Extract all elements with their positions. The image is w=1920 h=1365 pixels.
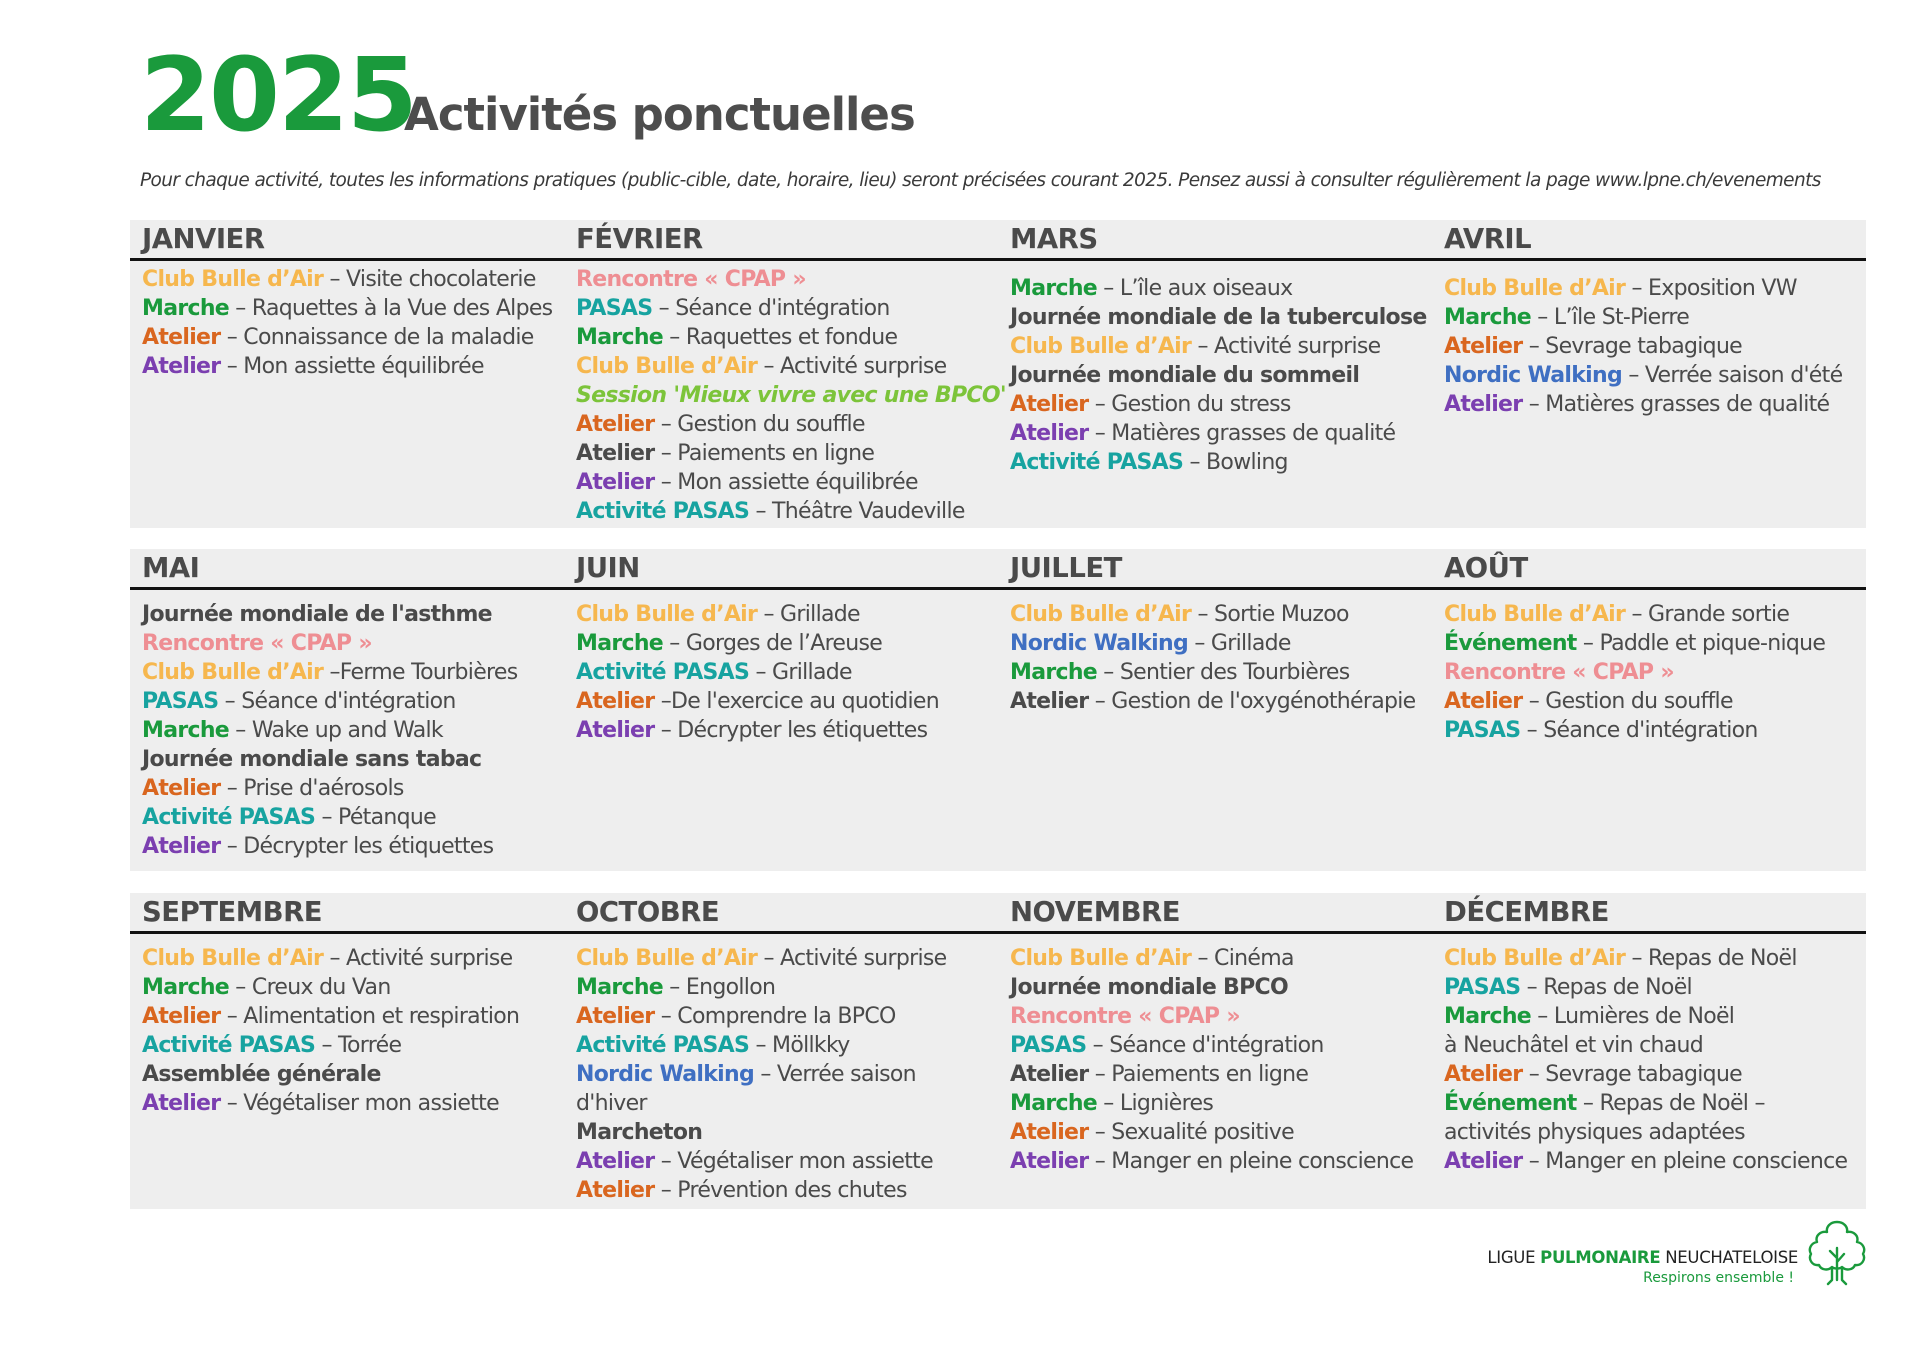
activity-detail: – Wake up and Walk [229,718,443,743]
activity-type: Nordic Walking [1010,631,1189,656]
activity-detail: – Séance d'intégration [1520,718,1758,743]
activity-type: Nordic Walking [1444,363,1623,388]
activity-item [1444,390,1866,419]
activity-detail: – Sevrage tabagique [1522,334,1743,359]
activity-type: Atelier [142,354,221,379]
activity-type: Marche [1444,305,1532,330]
activity-type: PASAS [142,689,219,714]
activity-type: Journée mondiale du sommeil [1010,363,1360,388]
activity-type: Journée mondiale de l'asthme [142,602,492,627]
activity-item [1444,1002,1866,1031]
quarter-block-2 [130,549,1866,871]
activity-detail: – Sexualité positive [1088,1120,1294,1145]
activity-detail: –Ferme Tourbières [323,660,518,685]
activity-detail: – Sevrage tabagique [1522,1062,1743,1087]
activity-detail: – Gestion de l'oxygénothérapie [1088,689,1416,714]
activity-type: Marche [1444,1004,1532,1029]
activity-detail: – Torrée [315,1033,402,1058]
activity-type: PASAS [576,296,653,321]
month-title: DÉCEMBRE [1444,896,1609,928]
activity-type: Atelier [576,470,655,495]
activity-detail: – Matières grasses de qualité [1522,392,1830,417]
activity-detail: activités physiques adaptées [1444,1120,1745,1145]
activity-type: PASAS [1010,1033,1087,1058]
month-title: MAI [142,552,200,584]
activity-item [1444,1089,1866,1118]
activity-detail: – Verrée saison [754,1062,916,1087]
month-title: OCTOBRE [576,896,720,928]
activity-type: Club Bulle d’Air [1010,334,1192,359]
activity-type: Marche [142,975,230,1000]
activity-detail: –De l'exercice au quotidien [654,689,939,714]
activity-type: Atelier [576,1149,655,1174]
activity-type: Atelier [1444,392,1523,417]
activity-item [576,658,998,687]
activity-item [576,381,1006,410]
activity-detail: – Exposition VW [1625,276,1797,301]
activity-detail: – Théâtre Vaudeville [749,499,965,524]
activity-item [576,1147,998,1176]
activity-detail: – Raquettes à la Vue des Alpes [229,296,553,321]
activity-item [142,832,564,861]
activity-detail: – Connaissance de la maladie [220,325,534,350]
month-title: JUIN [576,552,640,584]
activity-type: Marche [1010,276,1098,301]
month-header-row [130,893,1866,934]
activity-detail: – Végétaliser mon assiette [654,1149,933,1174]
month-title: SEPTEMBRE [142,896,323,928]
activity-item [1010,944,1432,973]
month-columns [130,590,1866,861]
activity-type: Activité PASAS [576,1033,750,1058]
activity-type: Atelier [1010,1120,1089,1145]
activity-item [1444,716,1866,745]
activity-item [142,716,564,745]
activity-item [1010,1118,1432,1147]
activity-detail: – Cinéma [1191,946,1294,971]
activity-item [576,497,998,526]
activity-detail: – Grande sortie [1625,602,1790,627]
month-activities [564,600,998,861]
activity-type: Club Bulle d’Air [576,602,758,627]
activity-detail: – Prise d'aérosols [220,776,404,801]
activity-item [576,944,998,973]
activity-type: Club Bulle d’Air [1444,946,1626,971]
activity-item [576,439,998,468]
activity-item [576,352,998,381]
activity-type: Club Bulle d’Air [576,946,758,971]
activity-type: Activité PASAS [576,660,750,685]
activity-type: Atelier [1010,689,1089,714]
activity-item [1010,1031,1432,1060]
activity-detail: – Activité surprise [323,946,513,971]
activity-item [142,1060,564,1089]
activity-type: Atelier [142,1004,221,1029]
activity-detail: – Paddle et pique-nique [1576,631,1826,656]
activity-detail: – Matières grasses de qualité [1088,421,1396,446]
intro-text: Pour chaque activité, toutes les informations pratiques (public-cible, date, horaire, lieu) seront précisées courant 2025. Pensez aussi à consulter régulièrement la page www.lpne.ch/evenements [140,170,1821,191]
lpne-logo [1480,1218,1870,1288]
activity-item [1444,1060,1866,1089]
activity-item [576,1118,998,1147]
activity-item [142,1031,564,1060]
activity-detail: – Gestion du souffle [1522,689,1733,714]
activity-type: Marche [142,718,230,743]
activity-item [142,294,564,323]
activity-item [1010,600,1432,629]
activity-type: Marche [576,631,664,656]
month-title: FÉVRIER [576,223,703,255]
month-activities [1432,944,1866,1205]
activity-item [1010,361,1432,390]
activity-item [576,1031,998,1060]
activity-item [142,1089,564,1118]
activity-detail: – Raquettes et fondue [663,325,898,350]
activity-detail: à Neuchâtel et vin chaud [1444,1033,1704,1058]
month-title: JANVIER [142,223,265,255]
activity-type: Nordic Walking [576,1062,755,1087]
activity-item [142,944,564,973]
activity-item [1010,1060,1432,1089]
activity-detail: – Végétaliser mon assiette [220,1091,499,1116]
activity-type: Rencontre « CPAP » [576,267,806,292]
page-title: Activités ponctuelles [404,88,915,141]
activity-detail: – Décrypter les étiquettes [654,718,928,743]
activity-type: Atelier [142,776,221,801]
activity-type: Club Bulle d’Air [142,267,324,292]
activity-type: Atelier [576,441,655,466]
activity-type: PASAS [1444,718,1521,743]
activity-type: Marche [576,975,664,1000]
activity-type: Événement [1444,1091,1577,1116]
activity-item [142,658,564,687]
activity-detail: – Sentier des Tourbières [1097,660,1350,685]
month-activities [130,265,564,526]
activity-detail: – Grillade [757,602,860,627]
activity-type: Marche [576,325,664,350]
activity-item [576,1176,998,1205]
activity-item [1444,303,1866,332]
activity-item [576,1089,998,1118]
activity-item [1010,1002,1432,1031]
activity-item [142,973,564,1002]
month-activities [1432,600,1866,861]
activity-detail: – Sortie Muzoo [1191,602,1349,627]
activity-type: Atelier [576,689,655,714]
activity-detail: – Creux du Van [229,975,391,1000]
activity-detail: – Paiements en ligne [1088,1062,1309,1087]
activity-detail: – Séance d'intégration [218,689,456,714]
activity-detail: – Prévention des chutes [654,1178,907,1203]
month-columns [130,261,1866,526]
activity-item [576,687,998,716]
activity-detail: – Repas de Noël – [1576,1091,1765,1116]
activity-type: Atelier [142,325,221,350]
activity-detail: – Activité surprise [1191,334,1381,359]
logo-name: LIGUE PULMONAIRE NEUCHATELOISE [1487,1248,1798,1267]
activity-type: Activité PASAS [576,499,750,524]
activity-type: Atelier [1444,1062,1523,1087]
activity-item [1444,629,1866,658]
activity-type: Atelier [1010,392,1089,417]
month-header-row [130,549,1866,590]
activity-item [1444,1118,1866,1147]
activity-item [576,629,998,658]
activity-type: Événement [1444,631,1577,656]
activity-type: Atelier [1010,1062,1089,1087]
activity-item [1010,658,1432,687]
activity-type: Marche [142,296,230,321]
activity-type: Atelier [142,834,221,859]
activity-item [1010,419,1432,448]
activity-detail: – Visite chocolaterie [323,267,536,292]
activity-detail: – Activité surprise [757,354,947,379]
activity-detail: – Activité surprise [757,946,947,971]
activity-detail: – Paiements en ligne [654,441,875,466]
activity-detail: – Möllkky [749,1033,850,1058]
activity-item [1010,332,1432,361]
activity-item [1444,274,1866,303]
activity-type: Club Bulle d’Air [576,354,758,379]
activity-item [1010,973,1432,1002]
month-title: MARS [1010,223,1098,255]
activity-item [576,1060,998,1089]
activity-item [1010,303,1432,332]
activity-type: Journée mondiale sans tabac [142,747,482,772]
activity-detail: – Lumières de Noël [1531,1004,1735,1029]
activity-item [1010,629,1432,658]
activity-item [1444,973,1866,1002]
activity-item [1010,390,1432,419]
activity-type: Club Bulle d’Air [1444,602,1626,627]
tree-icon [1804,1218,1870,1286]
month-activities [1432,265,1866,526]
activity-item [1444,658,1866,687]
activity-type: Journée mondiale de la tuberculose [1010,305,1427,330]
activity-item [142,265,564,294]
month-title: AVRIL [1444,223,1532,255]
activity-type: Atelier [1444,689,1523,714]
month-title: NOVEMBRE [1010,896,1181,928]
activity-item [576,265,998,294]
activity-detail: – Séance d'intégration [652,296,890,321]
activity-detail: – Grillade [1188,631,1291,656]
activity-item [142,1002,564,1031]
quarter-block-3 [130,893,1866,1209]
activity-item [142,600,564,629]
activity-type: Activité PASAS [142,805,316,830]
activity-type: Activité PASAS [142,1033,316,1058]
activity-detail: – Gorges de l’Areuse [663,631,883,656]
activity-type: Atelier [576,718,655,743]
activity-type: Rencontre « CPAP » [142,631,372,656]
activity-type: Atelier [142,1091,221,1116]
activity-detail: – Verrée saison d'été [1622,363,1843,388]
activity-detail: – Gestion du souffle [654,412,865,437]
activity-detail: – Manger en pleine conscience [1522,1149,1848,1174]
activity-type: Journée mondiale BPCO [1010,975,1288,1000]
activity-detail: – Gestion du stress [1088,392,1291,417]
month-activities [564,265,1006,526]
activity-detail: – Pétanque [315,805,436,830]
activity-item [142,687,564,716]
activity-detail: – Grillade [749,660,852,685]
activity-type: Atelier [576,1004,655,1029]
activity-type: Activité PASAS [1010,450,1184,475]
activity-detail: – Séance d'intégration [1086,1033,1324,1058]
activity-detail: – L’île St-Pierre [1531,305,1690,330]
activity-item [142,323,564,352]
activity-type: Atelier [1444,334,1523,359]
activity-detail: – Manger en pleine conscience [1088,1149,1414,1174]
activity-type: PASAS [1444,975,1521,1000]
activity-type: Club Bulle d’Air [1010,602,1192,627]
month-activities [998,600,1432,861]
month-activities [564,944,998,1205]
activity-item [1010,1089,1432,1118]
month-activities [998,944,1432,1205]
activity-item [142,629,564,658]
activity-item [142,774,564,803]
month-header-row [130,220,1866,261]
activity-type: Rencontre « CPAP » [1010,1004,1240,1029]
activity-detail: – Repas de Noël [1520,975,1692,1000]
activity-type: Atelier [1010,421,1089,446]
activity-detail: – L’île aux oiseaux [1097,276,1293,301]
activity-item [1444,332,1866,361]
activity-type: Atelier [1444,1149,1523,1174]
activity-item [576,323,998,352]
logo-tagline: Respirons ensemble ! [1643,1270,1794,1286]
activity-item [576,1002,998,1031]
activity-type: Atelier [576,1178,655,1203]
activity-item [576,410,998,439]
activity-detail: – Alimentation et respiration [220,1004,520,1029]
activity-detail: – Lignières [1097,1091,1214,1116]
month-activities [130,600,564,861]
activity-detail: – Comprendre la BPCO [654,1004,896,1029]
activity-item [576,294,998,323]
activity-item [142,352,564,381]
activity-type: Atelier [576,412,655,437]
activity-type: Marche [1010,660,1098,685]
activity-type: Marcheton [576,1120,703,1145]
activity-type: Session 'Mieux vivre avec une BPCO' [576,383,1006,408]
activity-item [576,600,998,629]
activity-type: Rencontre « CPAP » [1444,660,1674,685]
activity-type: Club Bulle d’Air [1444,276,1626,301]
month-activities [130,944,564,1205]
activity-item [1010,448,1432,477]
activity-item [1444,944,1866,973]
activity-type: Assemblée générale [142,1062,381,1087]
month-activities [998,265,1432,526]
activity-item [1010,687,1432,716]
activity-item [1444,687,1866,716]
activity-type: Club Bulle d’Air [142,946,324,971]
activity-item [576,973,998,1002]
month-columns [130,934,1866,1205]
activity-detail: – Mon assiette équilibrée [654,470,918,495]
activity-item [576,716,998,745]
activity-item [1444,361,1866,390]
activity-detail: – Bowling [1183,450,1288,475]
activity-detail: d'hiver [576,1091,647,1116]
activity-item [1444,600,1866,629]
activity-item [576,468,998,497]
activity-type: Club Bulle d’Air [1010,946,1192,971]
activity-item [1444,1147,1866,1176]
activity-detail: – Engollon [663,975,776,1000]
month-title: AOÛT [1444,552,1528,584]
activity-detail: – Repas de Noël [1625,946,1797,971]
activity-item [1010,274,1432,303]
activity-type: Club Bulle d’Air [142,660,324,685]
activity-detail: – Décrypter les étiquettes [220,834,494,859]
activity-item [142,803,564,832]
page-year: 2025 [140,36,416,155]
month-title: JUILLET [1010,552,1122,584]
activity-detail: – Mon assiette équilibrée [220,354,484,379]
quarter-block-1 [130,220,1866,528]
activity-item [1444,1031,1866,1060]
activity-item [142,745,564,774]
activity-type: Atelier [1010,1149,1089,1174]
activity-item [1010,1147,1432,1176]
activity-type: Marche [1010,1091,1098,1116]
